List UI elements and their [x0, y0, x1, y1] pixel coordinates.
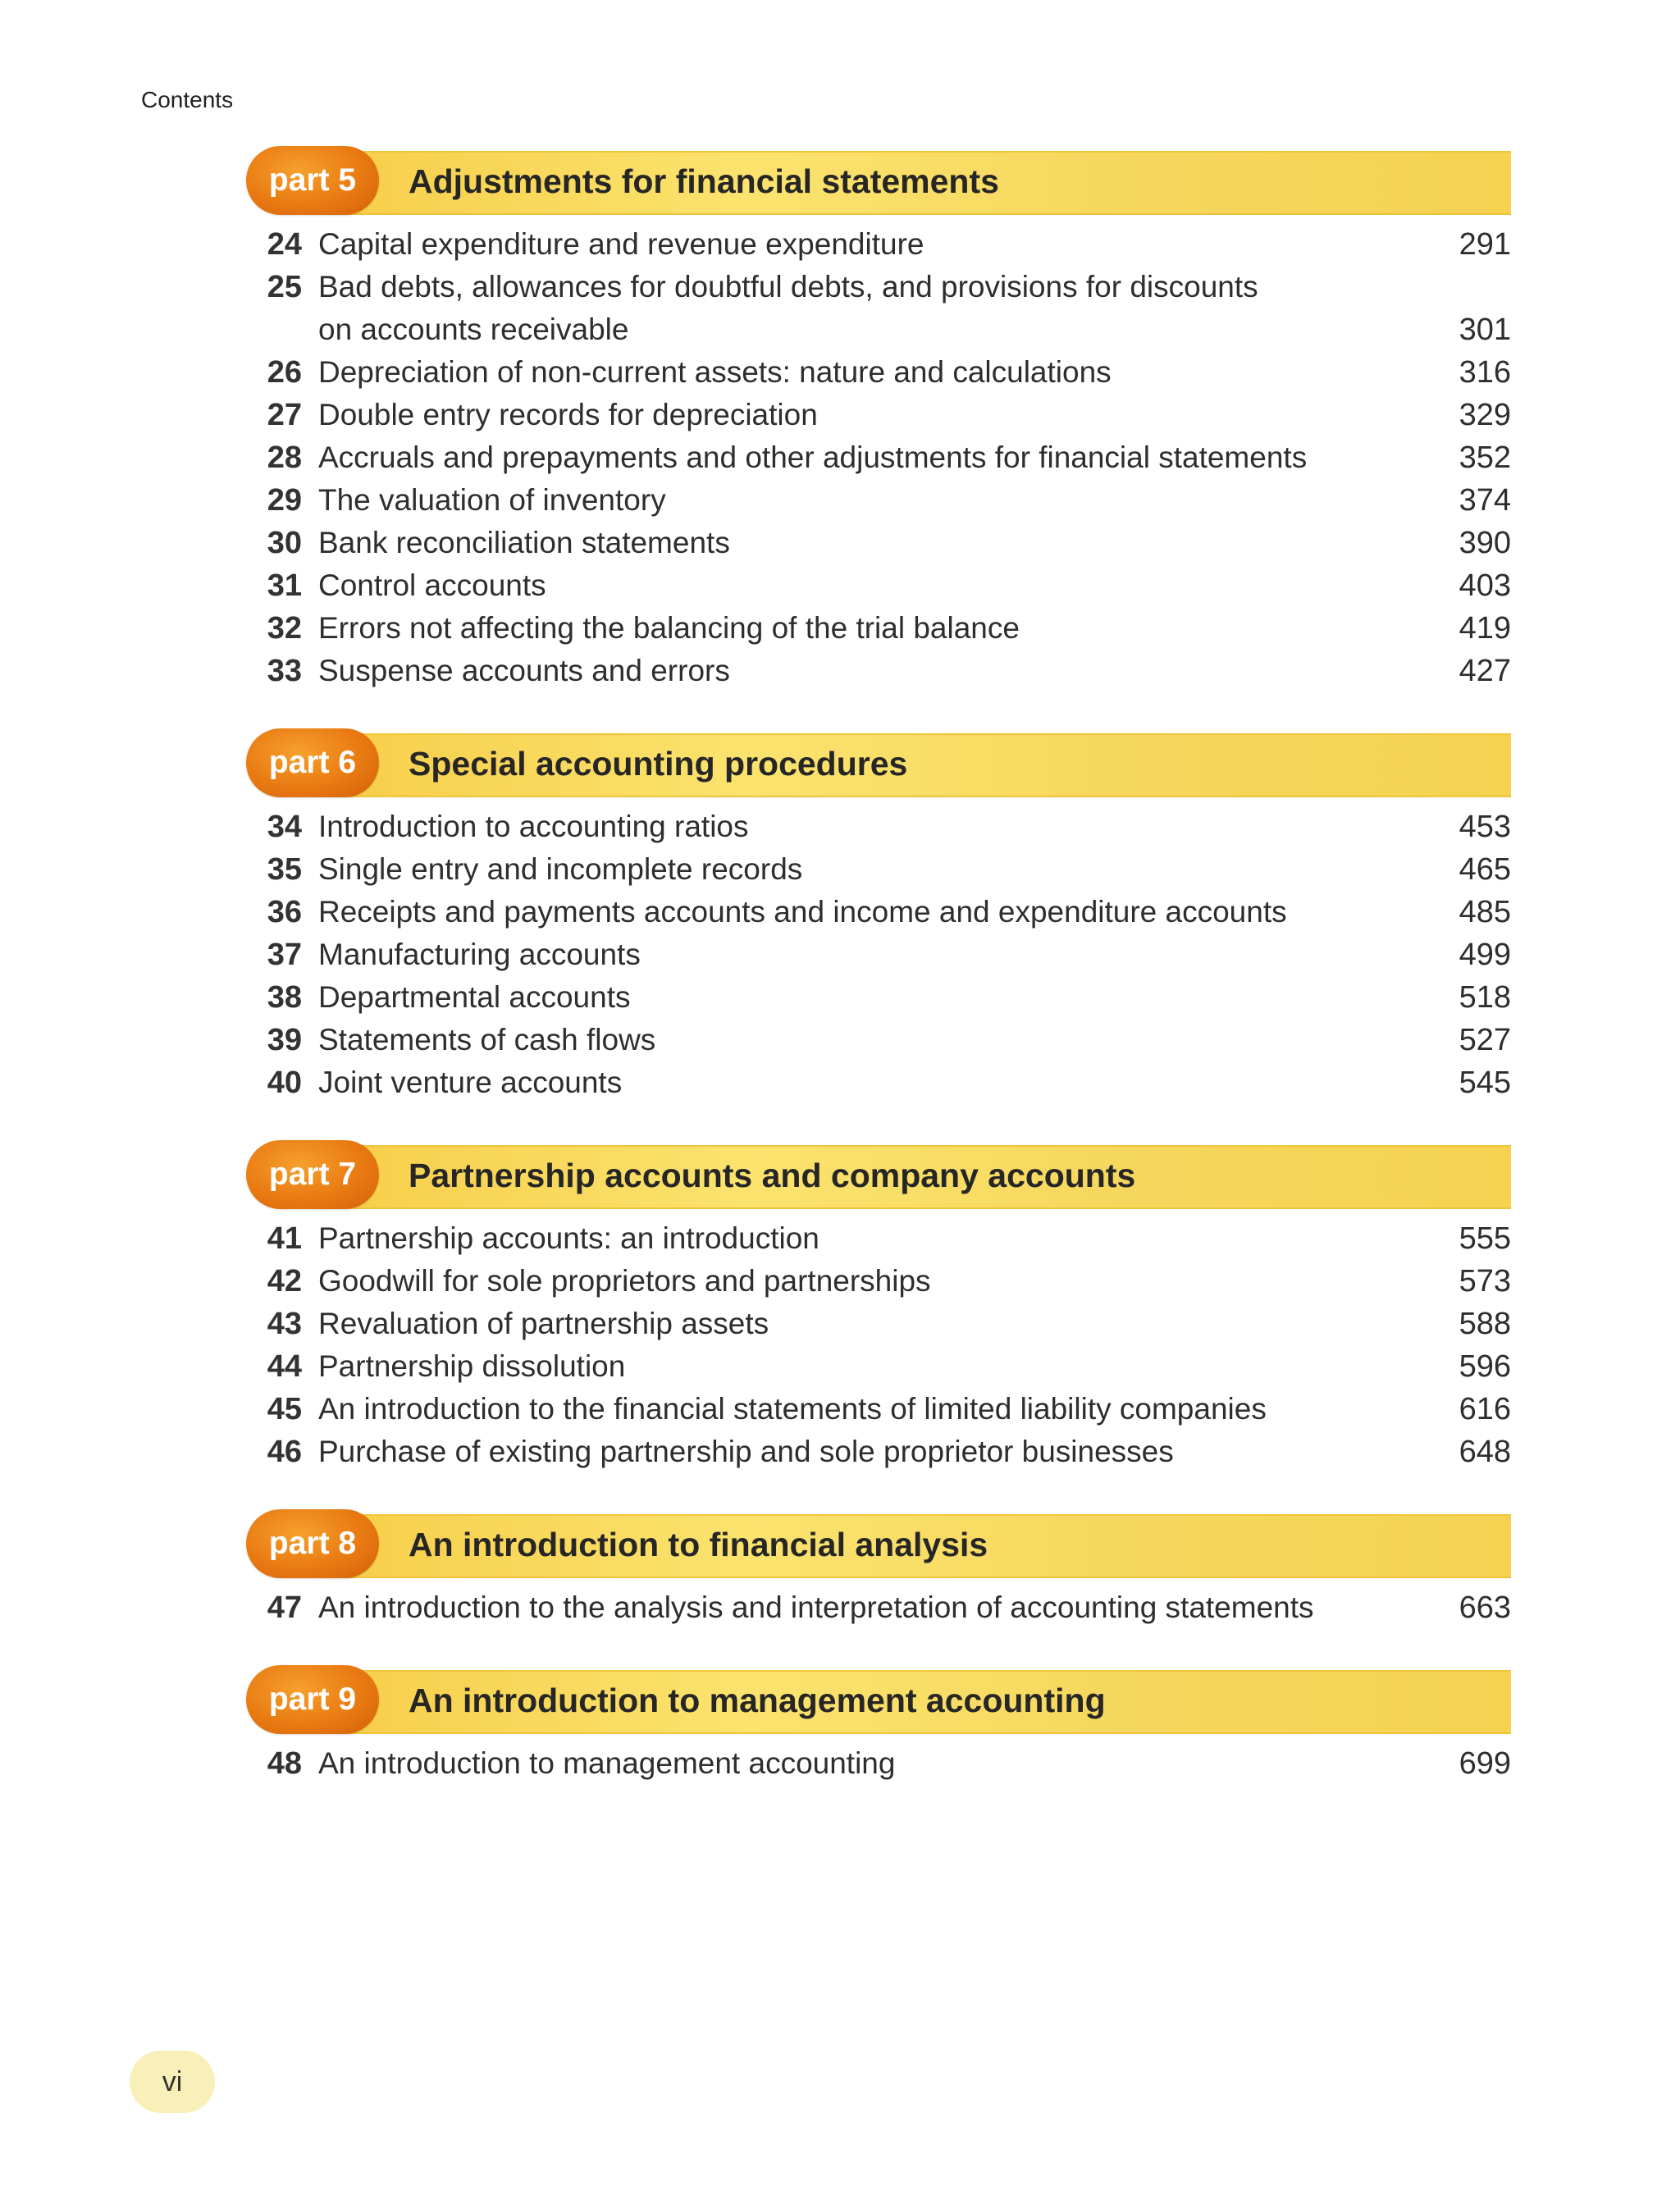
part-title: An introduction to financial analysis [409, 1525, 988, 1563]
chapter-entry-continuation[interactable] [246, 308, 1511, 351]
chapter-entry[interactable] [246, 436, 1511, 479]
chapter-title: Errors not affecting the balancing of the trial balance [318, 611, 1020, 645]
part-title: Partnership accounts and company accounts [409, 1156, 1136, 1194]
chapter-number: 27 [267, 398, 302, 432]
part-badge: part 6 [246, 728, 379, 797]
chapter-title: Receipts and payments accounts and income and expenditure accounts [318, 895, 1287, 929]
chapter-page: 465 [1459, 852, 1511, 887]
chapter-title: Revaluation of partnership assets [318, 1307, 769, 1340]
chapter-entry[interactable] [246, 1217, 1511, 1260]
chapter-page: 648 [1459, 1435, 1511, 1469]
part-title: An introduction to management accounting [409, 1681, 1106, 1719]
part-section [246, 1509, 1511, 1629]
chapter-title: Accruals and prepayments and other adjustments for financial statements [318, 440, 1308, 474]
running-header: Contents [141, 87, 234, 112]
chapter-number: 43 [267, 1307, 302, 1341]
chapter-entry[interactable] [246, 1260, 1511, 1303]
chapter-page: 291 [1459, 227, 1511, 262]
chapter-title: Manufacturing accounts [318, 938, 641, 971]
chapter-entry[interactable] [246, 394, 1511, 436]
chapter-entry[interactable] [246, 976, 1511, 1019]
chapter-list [246, 1731, 1511, 1785]
chapter-title: Double entry records for depreciation [318, 398, 818, 431]
chapter-title: Suspense accounts and errors [318, 654, 730, 687]
chapter-page: 485 [1459, 895, 1511, 929]
chapter-page: 329 [1459, 398, 1511, 432]
chapter-entry[interactable] [246, 891, 1511, 933]
chapter-number: 33 [267, 654, 302, 688]
chapter-title: Bank reconciliation statements [318, 526, 730, 559]
chapter-title: Control accounts [318, 568, 546, 602]
chapter-entry[interactable] [246, 1303, 1511, 1345]
chapter-number: 47 [267, 1590, 302, 1625]
part-badge: part 8 [246, 1509, 379, 1578]
chapter-number: 39 [267, 1023, 302, 1057]
chapter-page: 403 [1459, 568, 1511, 603]
chapter-title: Bad debts, allowances for doubtful debts, and provisions for discounts [318, 270, 1258, 303]
chapter-entry[interactable] [246, 522, 1511, 564]
chapter-number: 41 [267, 1221, 302, 1256]
chapter-page: 596 [1459, 1349, 1511, 1384]
part-badge: part 5 [246, 146, 379, 215]
page-number: vi [130, 2051, 215, 2113]
chapter-page: 663 [1459, 1590, 1511, 1625]
chapter-page: 427 [1459, 654, 1511, 688]
chapter-title: Statements of cash flows [318, 1023, 656, 1056]
chapter-page: 390 [1459, 526, 1511, 560]
chapter-list [246, 1575, 1511, 1629]
chapter-number: 36 [267, 895, 302, 929]
part-header [246, 1509, 1511, 1575]
part-header [246, 1140, 1511, 1206]
part-header [246, 1665, 1511, 1731]
chapter-entry[interactable] [246, 805, 1511, 848]
chapter-page: 301 [1459, 313, 1511, 347]
chapter-entry[interactable] [246, 351, 1511, 394]
chapter-entry[interactable] [246, 266, 1511, 308]
chapter-entry[interactable] [246, 607, 1511, 650]
chapter-number: 45 [267, 1392, 302, 1426]
part-header [246, 728, 1511, 794]
part-badge: part 7 [246, 1140, 379, 1209]
chapter-list [246, 212, 1511, 692]
chapter-number: 44 [267, 1349, 302, 1384]
chapter-number: 46 [267, 1435, 302, 1469]
chapter-title: The valuation of inventory [318, 483, 666, 517]
chapter-title: An introduction to the financial statements of limited liability companies [318, 1392, 1267, 1426]
chapter-entry[interactable] [246, 1586, 1511, 1629]
table-of-contents [246, 146, 1511, 1821]
chapter-title: Introduction to accounting ratios [318, 810, 749, 843]
chapter-title: Partnership dissolution [318, 1349, 626, 1383]
chapter-number: 40 [267, 1066, 302, 1100]
chapter-entry[interactable] [246, 933, 1511, 976]
part-header [246, 146, 1511, 212]
chapter-entry[interactable] [246, 1061, 1511, 1104]
chapter-page: 453 [1459, 810, 1511, 844]
chapter-title: Capital expenditure and revenue expenditure [318, 227, 924, 261]
chapter-entry[interactable] [246, 1742, 1511, 1785]
chapter-entry[interactable] [246, 650, 1511, 692]
chapter-number: 34 [267, 810, 302, 844]
chapter-page: 527 [1459, 1023, 1511, 1057]
chapter-number: 26 [267, 355, 302, 390]
chapter-page: 588 [1459, 1307, 1511, 1341]
chapter-number: 31 [267, 568, 302, 603]
chapter-list [246, 794, 1511, 1104]
part-title: Adjustments for financial statements [409, 162, 999, 200]
chapter-entry[interactable] [246, 1019, 1511, 1061]
part-section [246, 146, 1511, 692]
chapter-title: Depreciation of non-current assets: nature and calculations [318, 355, 1112, 389]
part-section [246, 728, 1511, 1104]
chapter-title: Partnership accounts: an introduction [318, 1221, 819, 1255]
chapter-number: 28 [267, 440, 302, 475]
chapter-number: 32 [267, 611, 302, 646]
chapter-title: Purchase of existing partnership and sole proprietor businesses [318, 1435, 1174, 1468]
part-badge: part 9 [246, 1665, 379, 1734]
chapter-number: 37 [267, 938, 302, 972]
chapter-number: 29 [267, 483, 302, 518]
chapter-title: Joint venture accounts [318, 1066, 623, 1099]
chapter-page: 555 [1459, 1221, 1511, 1256]
chapter-title: Single entry and incomplete records [318, 852, 803, 886]
chapter-number: 25 [267, 270, 302, 304]
part-title: Special accounting procedures [409, 744, 908, 783]
chapter-page: 573 [1459, 1264, 1511, 1298]
chapter-entry[interactable] [246, 479, 1511, 522]
chapter-title: Goodwill for sole proprietors and partnerships [318, 1264, 931, 1298]
chapter-page: 316 [1459, 355, 1511, 390]
part-section [246, 1140, 1511, 1473]
chapter-page: 374 [1459, 483, 1511, 518]
chapter-page: 499 [1459, 938, 1511, 972]
chapter-page: 419 [1459, 611, 1511, 646]
chapter-entry[interactable] [246, 848, 1511, 891]
chapter-entry[interactable] [246, 223, 1511, 266]
chapter-page: 518 [1459, 980, 1511, 1015]
chapter-entry[interactable] [246, 1431, 1511, 1473]
chapter-title: An introduction to the analysis and interpretation of accounting statements [318, 1590, 1314, 1624]
chapter-page: 545 [1459, 1066, 1511, 1100]
chapter-page: 616 [1459, 1392, 1511, 1426]
chapter-number: 48 [267, 1746, 302, 1781]
chapter-number: 24 [267, 227, 302, 262]
chapter-number: 38 [267, 980, 302, 1015]
chapter-number: 35 [267, 852, 302, 887]
chapter-title: Departmental accounts [318, 980, 631, 1014]
chapter-number: 42 [267, 1264, 302, 1298]
chapter-title: An introduction to management accounting [318, 1746, 896, 1780]
chapter-title-continuation: on accounts receivable [318, 313, 629, 346]
part-section [246, 1665, 1511, 1785]
chapter-entry[interactable] [246, 1388, 1511, 1431]
chapter-page: 699 [1459, 1746, 1511, 1781]
chapter-entry[interactable] [246, 1345, 1511, 1388]
chapter-entry[interactable] [246, 564, 1511, 607]
chapter-list [246, 1206, 1511, 1473]
chapter-number: 30 [267, 526, 302, 560]
chapter-page: 352 [1459, 440, 1511, 475]
